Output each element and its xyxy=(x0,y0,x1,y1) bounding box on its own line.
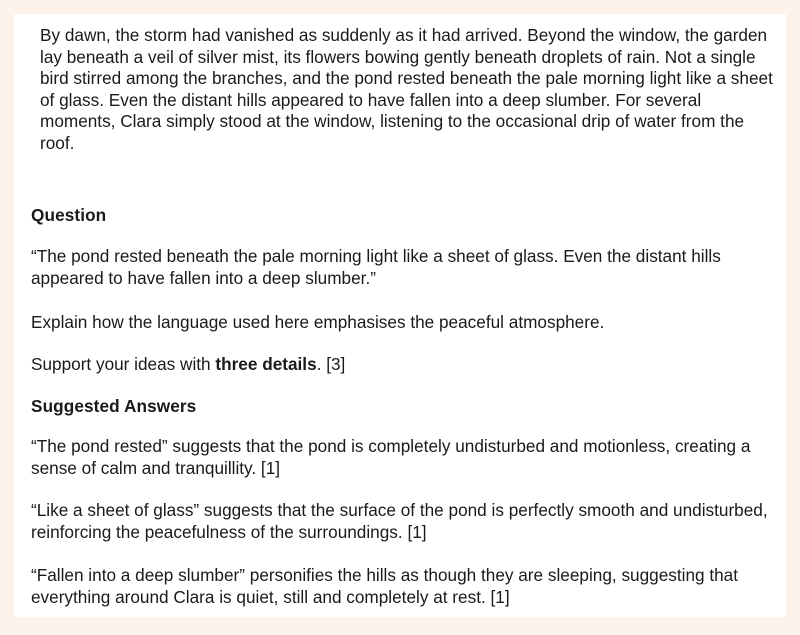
question-heading: Question xyxy=(31,205,107,225)
support-suffix: . [3] xyxy=(316,354,346,374)
answers-heading: Suggested Answers xyxy=(31,396,197,416)
support-prefix: Support your ideas with xyxy=(31,354,216,374)
support-bold-text: three details xyxy=(215,354,317,374)
passage-text: By dawn, the storm had vanished as suddenly as it had arrived. Beyond the window, the garden lay beneath a veil of silver mist, its flowers bowing gently beneath droplets of rain. Not a single bird stirred among the branches, and the pond rested beneath the pale morning light like a sheet of glass. Even the distant hills appeared to have fallen into a deep slumber. For several moments, Clara simply stood at the window, listening to the occasional drip of water from the roof. xyxy=(40,25,773,153)
answer-item-3: “Fallen into a deep slumber” personifies the hills as though they are sleeping, suggesting that everything around Clara is quiet, still and completely at rest. [1] xyxy=(31,565,739,607)
question-quote: “The pond rested beneath the pale morning light like a sheet of glass. Even the distant hills appeared to have fallen into a deep slumber.” xyxy=(31,246,721,288)
question-instruction: Explain how the language used here emphasises the peaceful atmosphere. xyxy=(31,312,605,332)
answer-item-2: “Like a sheet of glass” suggests that the surface of the pond is perfectly smooth and undisturbed, reinforcing the peacefulness of the surroundings. [1] xyxy=(31,500,768,542)
answer-item-1: “The pond rested” suggests that the pond is completely undisturbed and motionless, creating a sense of calm and tranquillity. [1] xyxy=(31,436,751,478)
document-card xyxy=(14,14,786,617)
question-support-line xyxy=(31,354,776,376)
